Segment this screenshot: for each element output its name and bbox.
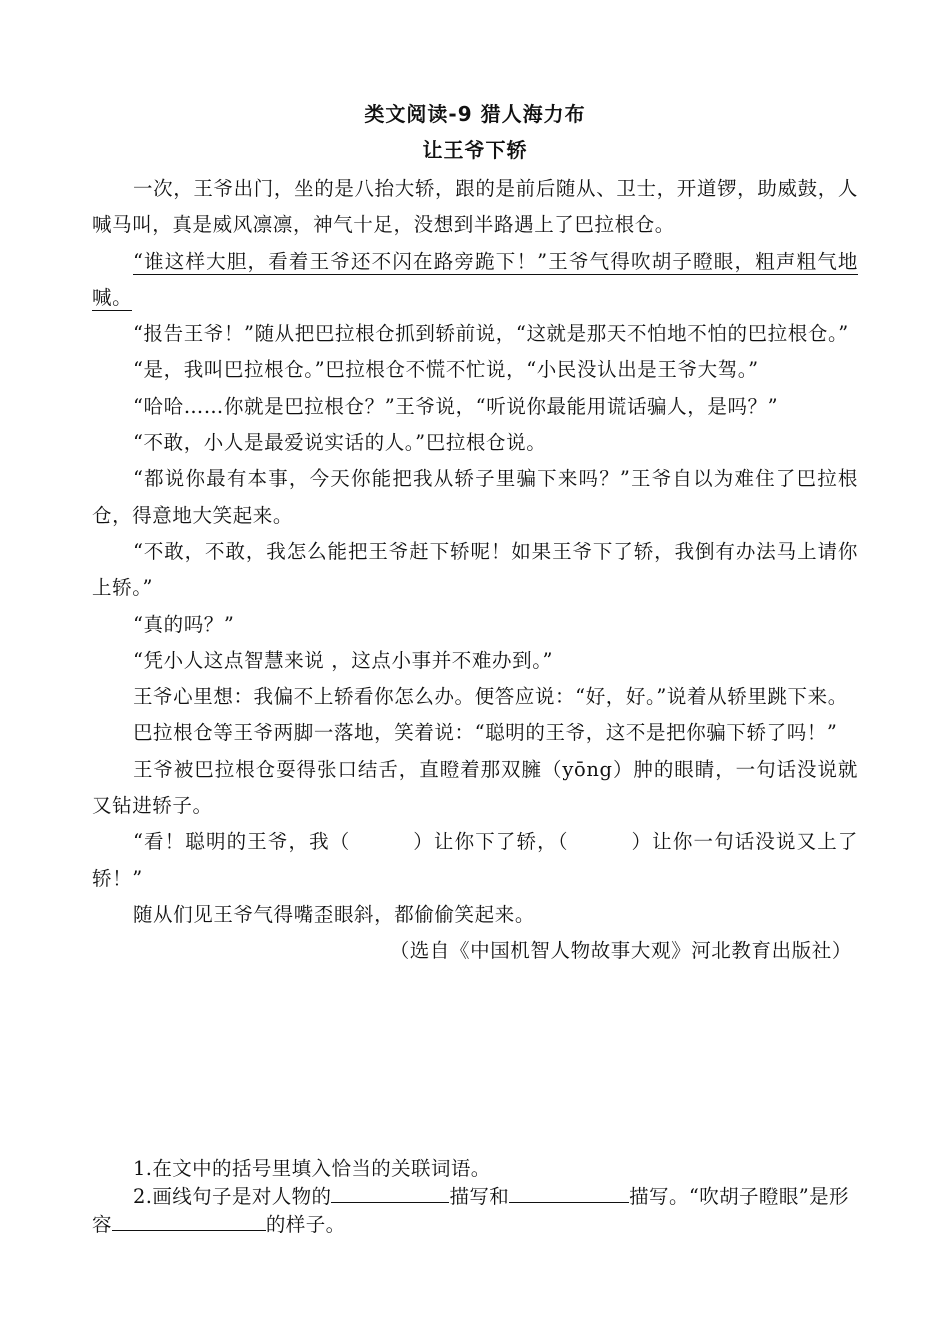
question-1: 1.在文中的括号里填入恰当的关联词语。 bbox=[132, 1157, 491, 1180]
paragraph-15: 随从们见王爷气得嘴歪眼斜，都偷偷笑起来。 bbox=[132, 902, 535, 926]
question-2-part-a: 2.画线句子是对人物的 bbox=[132, 1185, 332, 1208]
question-2-part-d: 的样子。 bbox=[265, 1213, 346, 1236]
paragraph-5: “哈哈……你就是巴拉根仓？”王爷说，“听说你最能用谎话骗人，是吗？” bbox=[132, 394, 779, 418]
questions bbox=[92, 1155, 858, 1239]
paragraph-4: “是，我叫巴拉根仓。”巴拉根仓不慌不忙说，“小民没认出是王爷大驾。” bbox=[132, 358, 759, 382]
paragraph-3: “报告王爷！”随从把巴拉根仓抓到轿前说，“这就是那天不怕地不怕的巴拉根仓。” bbox=[132, 322, 849, 346]
paragraph-7: “都说你最有本事，今天你能把我从轿子里骗下来吗？”王爷自以为难住了巴拉根仓，得意地大笑起来。 bbox=[92, 467, 858, 527]
source-citation: （选自《中国机智人物故事大观》河北教育出版社） bbox=[389, 939, 852, 963]
paragraph-6: “不敢，小人是最爱说实话的人。”巴拉根仓说。 bbox=[132, 431, 547, 455]
story-body bbox=[92, 171, 858, 970]
paragraph-14 bbox=[92, 824, 858, 897]
question-2-part-b: 描写和 bbox=[449, 1185, 510, 1208]
paragraph-11: 王爷心里想：我偏不上轿看你怎么办。便答应说：“好，好。”说着从轿里跳下来。 bbox=[132, 685, 848, 709]
paragraph-13: 王爷被巴拉根仓耍得张口结舌，直瞪着那双臃（yōng）肿的眼睛，一句话没说就又钻进轿子。 bbox=[92, 757, 858, 818]
answer-blank-3[interactable] bbox=[112, 1212, 266, 1231]
answer-blank-1[interactable] bbox=[331, 1184, 449, 1203]
question-2-part-c: 描写。“吹胡子瞪眼”是形容 bbox=[92, 1185, 849, 1236]
story-title: 让王爷下轿 bbox=[422, 138, 528, 162]
paragraph-10: “凭小人这点智慧来说 ，这点小事并不难办到。” bbox=[132, 648, 554, 672]
paragraph-14-part-a: “看！聪明的王爷，我（ bbox=[132, 830, 351, 854]
paragraph-9: “真的吗？” bbox=[132, 612, 235, 636]
paragraph-14-part-c: ）让你一句话没说又上了轿！” bbox=[92, 830, 858, 890]
question-2 bbox=[92, 1183, 858, 1239]
paragraph-14-part-b: ）让你下了轿，（ bbox=[412, 830, 569, 854]
page-title: 类文阅读-9 猎人海力布 bbox=[364, 102, 586, 126]
answer-blank-2[interactable] bbox=[509, 1184, 629, 1203]
paragraph-1: 一次，王爷出门，坐的是八抬大轿，跟的是前后随从、卫士，开道锣，助威鼓，人喊马叫，真是威风凛凛，神气十足，没想到半路遇上了巴拉根仓。 bbox=[92, 177, 858, 237]
paragraph-12: 巴拉根仓等王爷两脚一落地，笑着说：“聪明的王爷，这不是把你骗下轿了吗！” bbox=[132, 721, 838, 745]
paragraph-8: “不敢，不敢，我怎么能把王爷赶下轿呢！如果王爷下了轿，我倒有办法马上请你上轿。” bbox=[92, 539, 858, 600]
underlined-sentence: “谁这样大胆，看着王爷还不闪在路旁跪下！”王爷气得吹胡子瞪眼，粗声粗气地喊。 bbox=[92, 249, 858, 309]
paragraph-2 bbox=[92, 244, 858, 317]
